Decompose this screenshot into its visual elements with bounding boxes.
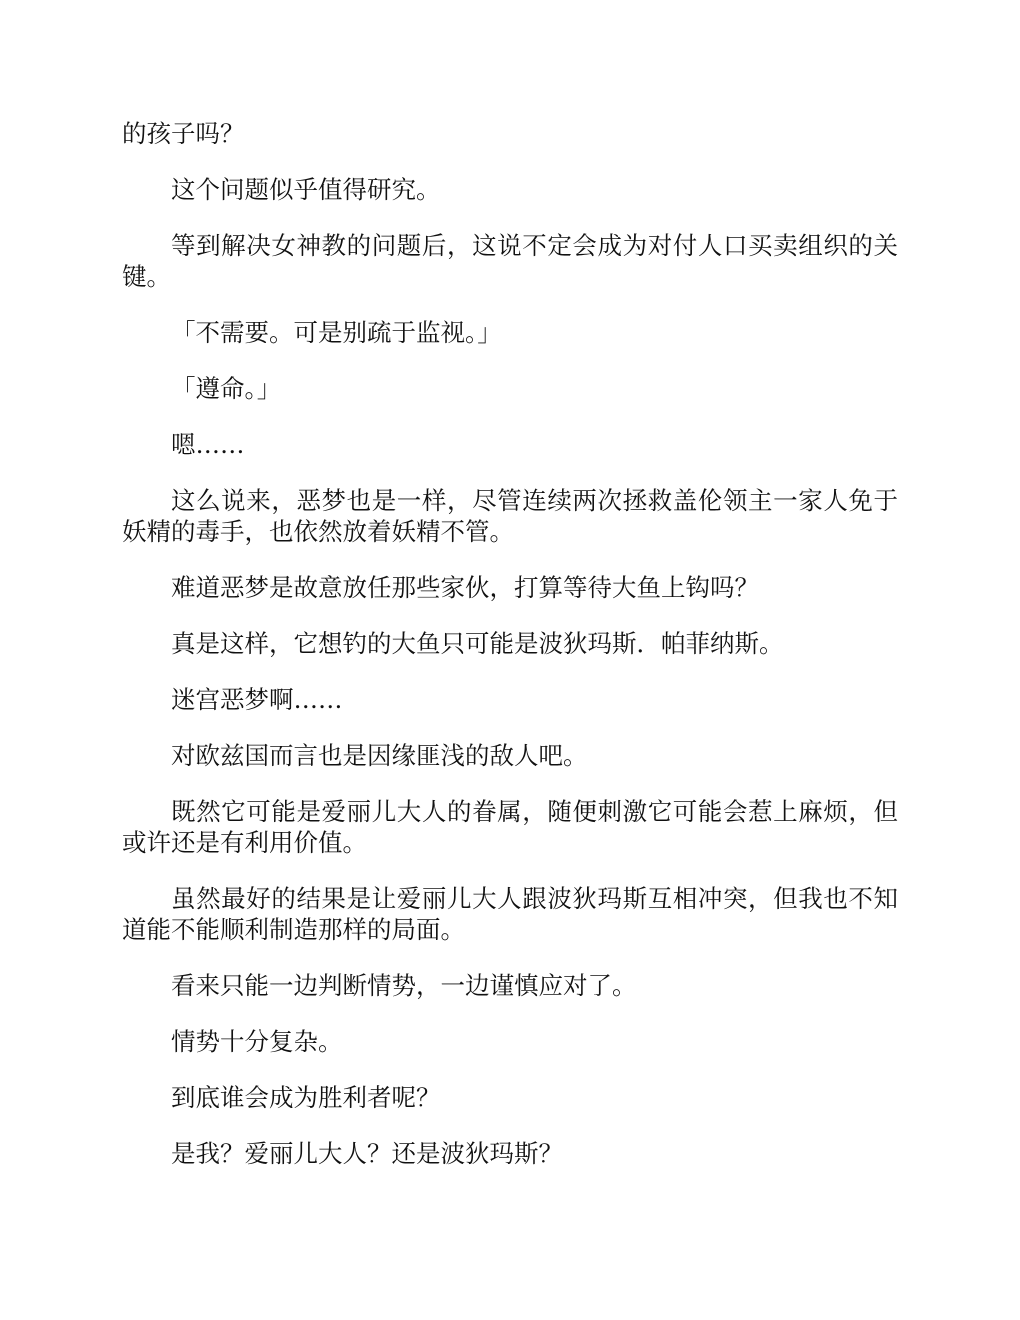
paragraph-4: 「不需要。可是别疏于监视。」 xyxy=(171,318,502,347)
paragraph-13: 虽然最好的结果是让爱丽儿大人跟波狄玛斯互相冲突，但我也不知道能不能顺利制造那样的局面。 xyxy=(122,884,898,944)
paragraph-7: 这么说来，恶梦也是一样，尽管连续两次拯救盖伦领主一家人免于妖精的毒手，也依然放着妖精不管。 xyxy=(122,486,898,546)
paragraph-17: 是我？爱丽儿大人？还是波狄玛斯？ xyxy=(171,1139,563,1168)
paragraph-12: 既然它可能是爱丽儿大人的眷属，随便刺激它可能会惹上麻烦，但或许还是有利用价值。 xyxy=(122,797,898,857)
paragraph-15: 情势十分复杂。 xyxy=(171,1027,343,1056)
paragraph-1: 的孩子吗？ xyxy=(122,119,245,148)
paragraph-10: 迷宫恶梦啊…… xyxy=(171,685,343,714)
paragraph-16: 到底谁会成为胜利者呢？ xyxy=(171,1083,441,1112)
paragraph-5: 「遵命。」 xyxy=(171,374,282,403)
paragraph-8: 难道恶梦是故意放任那些家伙，打算等待大鱼上钩吗？ xyxy=(171,573,759,602)
paragraph-11: 对欧兹国而言也是因缘匪浅的敌人吧。 xyxy=(171,741,588,770)
paragraph-2: 这个问题似乎值得研究。 xyxy=(171,175,441,204)
paragraph-3: 等到解决女神教的问题后，这说不定会成为对付人口买卖组织的关键。 xyxy=(122,231,898,291)
paragraph-6: 嗯…… xyxy=(171,430,245,459)
document-page xyxy=(122,118,898,1194)
paragraph-14: 看来只能一边判断情势，一边谨慎应对了。 xyxy=(171,971,637,1000)
paragraph-9: 真是这样，它想钓的大鱼只可能是波狄玛斯．帕菲纳斯。 xyxy=(171,629,784,658)
